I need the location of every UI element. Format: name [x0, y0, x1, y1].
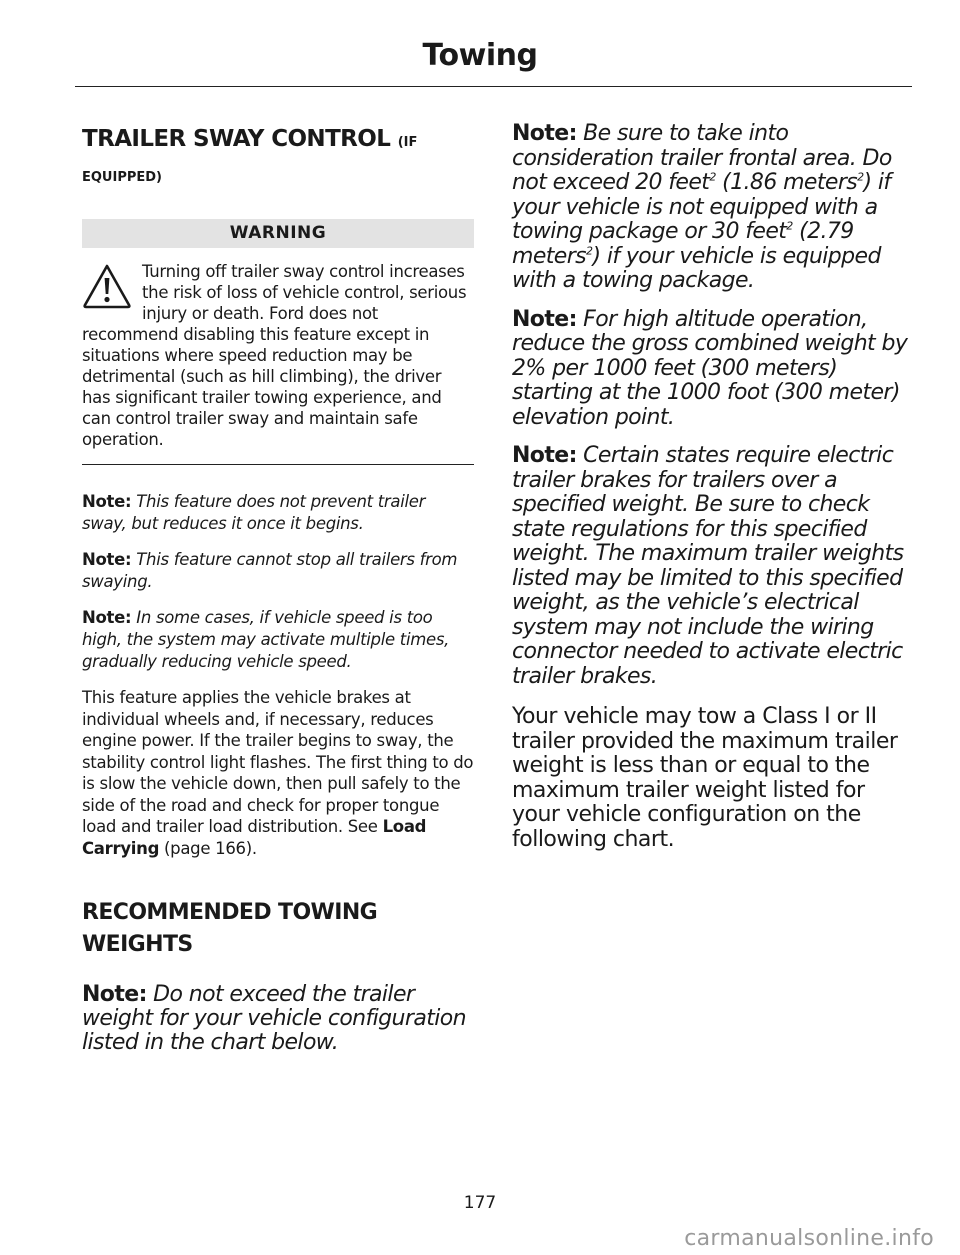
- note-text: Do not exceed the trailer weight for your vehicle configuration listed in the chart below.: [82, 982, 466, 1055]
- section-title-suffix-line2: EQUIPPED): [82, 170, 162, 185]
- superscript: 2: [857, 170, 864, 184]
- note-text: Certain states require electric trailer brakes for trailers over a specified weight. Be sure to check state regulations for this specified weight. The maximum trailer weights listed may be limited to this specified weight, as the vehicle’s electrical system may not include the wiring connector needed to activate electric trailer brakes.: [512, 443, 904, 689]
- warning-text: Turning off trailer sway control increases the risk of loss of vehicle control, serious injury or death. Ford does not recommend disabling this feature except in situations where speed reduction may be detrimental (such as hill climbing), the driver has significant trailer towing experience, and can control trailer sway and maintain safe operation.: [82, 262, 467, 449]
- note-label: Note:: [512, 306, 577, 332]
- section-title-line1: RECOMMENDED TOWING: [82, 900, 378, 925]
- paragraph-text: This feature applies the vehicle brakes at individual wheels and, if necessary, reduces engine power. If the trailer begins to sway, the stability control light flashes. The first thing to do is slow the vehicle down, then pull safely to the side of the road and check for proper tongue load and trailer load distribution. See: [82, 688, 474, 836]
- warning-heading: WARNING: [82, 219, 474, 248]
- warning-triangle-icon: [82, 263, 132, 309]
- note-text: For high altitude operation, reduce the gross combined weight by 2% per 1000 feet (300 meters) starting at the 1000 foot (300 meter) elevation point.: [512, 306, 908, 430]
- warning-divider: [82, 464, 474, 465]
- superscript: 2: [709, 170, 716, 184]
- page-number: 177: [463, 1193, 497, 1213]
- section-title-trailer-sway: [82, 122, 474, 160]
- section-title-text: TRAILER SWAY CONTROL: [82, 126, 391, 152]
- note-item: [82, 607, 474, 673]
- note-text-part: ) if your vehicle is equipped with a towing package.: [512, 243, 881, 293]
- note-text-part: (2.79 meters: [512, 219, 854, 269]
- note-text: In some cases, if vehicle speed is too high, the system may activate multiple times, gradually reducing vehicle speed.: [82, 608, 450, 671]
- cross-reference-link[interactable]: Load Carrying: [82, 817, 427, 858]
- warning-box: [82, 261, 474, 465]
- section-title-towing-weights: [82, 897, 474, 961]
- note-label: Note:: [82, 608, 132, 627]
- notes-small-list: [82, 491, 474, 673]
- note-item: [82, 549, 474, 593]
- note-label: Note:: [82, 550, 132, 569]
- section-title-line2: WEIGHTS: [82, 932, 193, 957]
- note-label: Note:: [82, 982, 147, 1007]
- note-text: [512, 121, 892, 293]
- left-column: [82, 122, 474, 1055]
- note-item-frontal-area: [512, 122, 910, 294]
- note-item-large: [82, 983, 474, 1055]
- note-text-part: Be sure to take into consideration trailer frontal area. Do not exceed 20 feet: [512, 121, 892, 195]
- superscript: 2: [786, 219, 793, 233]
- note-label: Note:: [512, 121, 577, 146]
- note-text: This feature does not prevent trailer sway, but reduces it once it begins.: [82, 492, 426, 533]
- right-column: [512, 122, 910, 852]
- note-label: Note:: [512, 443, 577, 468]
- note-text-part: ) if your vehicle is not equipped with a towing package or 30 feet: [512, 170, 891, 244]
- note-text-part: (1.86 meters: [715, 170, 858, 195]
- paragraph-trailer-class: Your vehicle may tow a Class I or II trailer provided the maximum trailer weight is less than or equal to the maximum trailer weight listed for your vehicle configuration on the following chart.: [512, 704, 898, 852]
- page-reference: (page 166).: [164, 838, 257, 858]
- paragraph-stability: [82, 687, 474, 859]
- header-divider: [75, 86, 912, 87]
- note-label: Note:: [82, 492, 132, 511]
- watermark: carmanualsonline.info: [684, 1226, 934, 1251]
- note-text: This feature cannot stop all trailers from swaying.: [82, 550, 458, 591]
- page-header-title: Towing: [422, 38, 538, 73]
- note-item-electric-brakes: [512, 444, 910, 689]
- note-item: [82, 491, 474, 535]
- note-item-altitude: [512, 308, 910, 431]
- superscript: 2: [586, 244, 593, 258]
- section-title-suffix: (IF: [397, 135, 418, 150]
